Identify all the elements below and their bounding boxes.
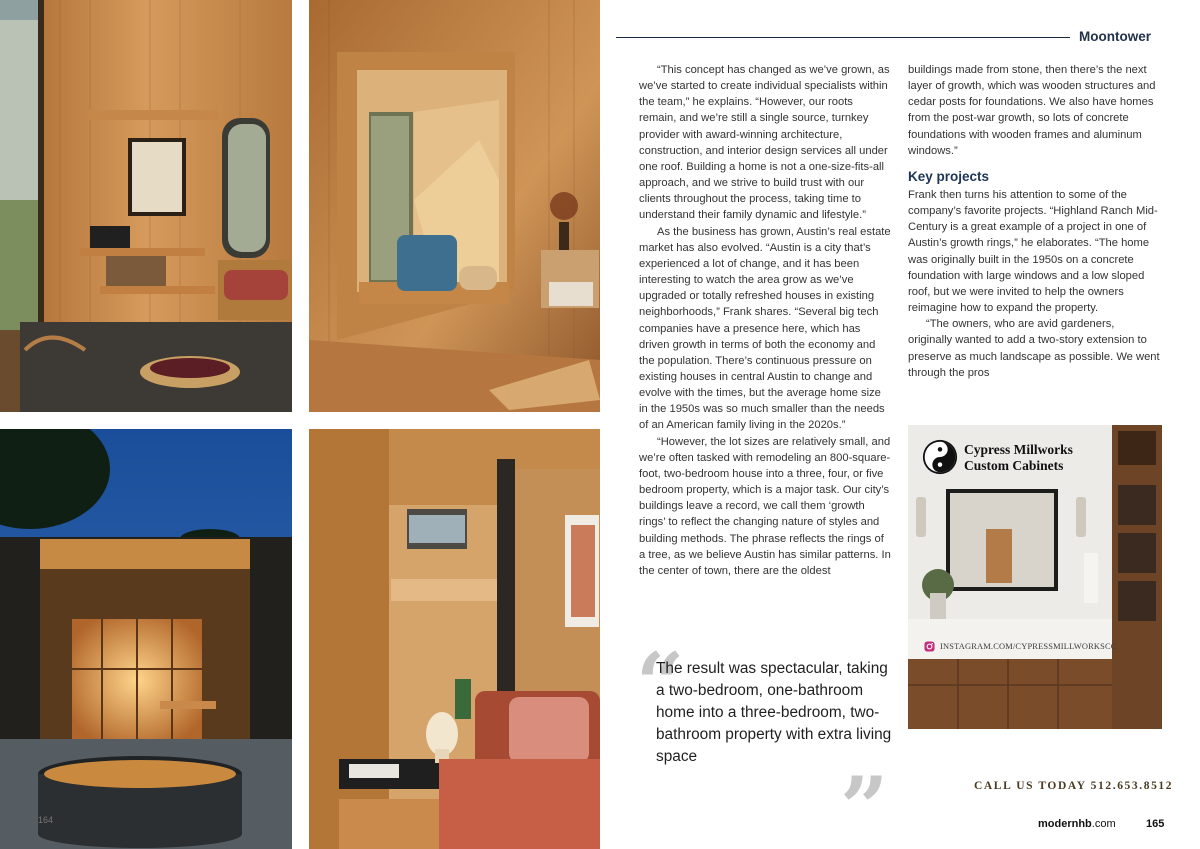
open-quote-mark: “ [636, 634, 685, 733]
left-page-number: 164 [38, 815, 54, 825]
header-rule [616, 37, 1070, 38]
subheading: Key projects [908, 168, 990, 184]
footer-website[interactable] [1038, 818, 1116, 830]
section-title: Moontower [1079, 29, 1151, 44]
pull-quote: The result was spectacular, taking a two-bedroom, one-bathroom home into a three-bedroom, two-bathroom property with extra living space [656, 660, 892, 766]
advertisement[interactable] [908, 425, 1162, 729]
photo-living-room [0, 0, 292, 412]
article-column-right [908, 62, 1160, 381]
instagram-icon [924, 641, 935, 652]
paragraph: Frank then turns his attention to some of the company’s favorite projects. “Highland Ranch Mid-Century is a great example of a project in one of Austin’s growth rings,” he elaborates. “The home was originally built in the 1950s on a concrete foundation with large windows and a low sloped roof, but we were invited to help the owners reimagine how to expand the property. [908, 188, 1158, 315]
ad-title-line: Custom Cabinets [964, 458, 1064, 473]
footer-site-bold: modernhb [1038, 818, 1092, 830]
paragraph: “This concept has changed as we’ve grown, as we’ve started to create individual specialists within the team,” he explains. “However, our roots remain, and we’re still a single source, turnkey provider with award-winning architecture, construction, and interior design services all under one roof. Building a home is not a one-size-fits-all approach, and we strive to build trust with our clients throughout the process, taking time to understand their family dynamic and lifestyle.” [639, 64, 890, 222]
ad-title [964, 442, 1073, 474]
photo-window-seat [309, 0, 600, 412]
ad-instagram-link[interactable] [924, 641, 1117, 652]
page-number: 165 [1146, 818, 1165, 830]
article-column-left [639, 62, 891, 579]
ad-instagram-text: INSTAGRAM.COM/CYPRESSMILLWORKSCC [940, 642, 1117, 651]
photo-bedroom [309, 429, 600, 849]
yin-yang-icon [922, 439, 958, 475]
photo-exterior-night [0, 429, 292, 849]
paragraph: As the business has grown, Austin’s real estate market has also evolved. “Austin is a city that’s experienced a lot of change, and it has been interesting to watch the area grow as we’ve upgraded or totally refreshed houses in existing neighborhoods,” Frank shares. “Several big tech companies have a presence here, which has driven growth in terms of both the economy and the population. There’s continuous pressure on existing houses in central Austin to change and evolve with the times, but the average home size in the 1950s was so much smaller than the needs of an American family living in the 2020s.” [639, 225, 891, 432]
paragraph: buildings made from stone, then there’s the next layer of growth, which was wooden structures and cedar posts for foundations. We also have homes from the post-war growth, so lots of concrete foundations with wooden frames and aluminum windows.” [908, 64, 1156, 157]
ad-title-line: Cypress Millworks [964, 442, 1073, 457]
footer-site-rest: .com [1091, 818, 1116, 830]
paragraph: “However, the lot sizes are relatively small, and we’re often tasked with remodeling an 800-square-foot, two-bedroom house into a three, four, or five bedroom property, which is a major task. Our city’s buildings leave a record, we call them ‘growth rings’ to reflect the changing nature of styles and building methods. The phrase reflects the rings of a tree, as we believe Austin has similar patterns. In the center of town, there are the oldest [639, 435, 891, 577]
paragraph: “The owners, who are avid gardeners, originally wanted to add a two-story extension to preserve as much landscape as possible. We went through the pros [908, 318, 1160, 379]
ad-call-to-action[interactable]: CALL US TODAY 512.653.8512 [974, 780, 1174, 792]
close-quote-mark: ” [840, 758, 889, 849]
